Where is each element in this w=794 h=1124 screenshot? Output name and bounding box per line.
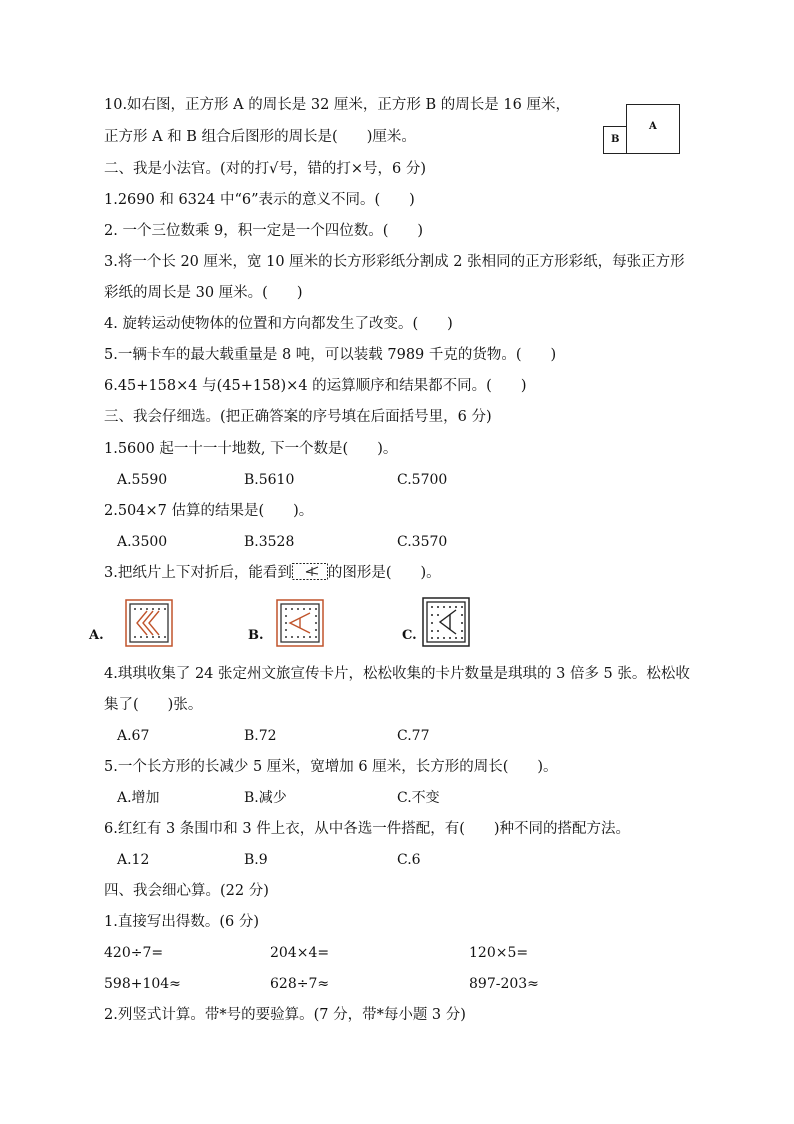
s3-q1-option-c: C.5700	[397, 472, 448, 488]
s3-q4-line1: 4.琪琪收集了 24 张定州文旅宣传卡片，松松收集的卡片数量是琪琪的 3 倍多 5 张。松松收	[104, 666, 690, 682]
square-a	[626, 104, 680, 154]
s3-q2-option-b: B.3528	[244, 534, 295, 550]
s3-q1-option-b: B.5610	[244, 472, 295, 488]
s3-q1: 1.5600 起一十一十地数, 下一个数是( )。	[104, 441, 398, 457]
square-a-label: A	[649, 121, 657, 132]
folded-paper-figure	[292, 563, 328, 580]
s3-q5-option-c: C.不变	[397, 790, 440, 806]
calc-4: 598+104≈	[104, 976, 181, 992]
calc-3: 120×5=	[469, 945, 529, 961]
s3-q2-option-c: C.3570	[397, 534, 448, 550]
s2-item-3-cont: 彩纸的周长是 30 厘米。( )	[104, 285, 303, 301]
s3-q6-option-a: A.12	[117, 852, 150, 868]
s3-q6: 6.红红有 3 条围巾和 3 件上衣，从中各选一件搭配，有( )种不同的搭配方法。	[104, 821, 631, 837]
calc-5: 628÷7≈	[270, 976, 330, 992]
option-b-figure[interactable]	[276, 599, 324, 651]
square-b-label: B	[611, 134, 620, 145]
s3-q5: 5.一个长方形的长减少 5 厘米，宽增加 6 厘米，长方形的周长( )。	[104, 759, 558, 775]
section3-title: 三、我会仔细选。(把正确答案的序号填在后面括号里，6 分)	[104, 409, 492, 425]
s3-q3-option-a[interactable]: A.	[89, 628, 104, 643]
calc-6: 897-203≈	[469, 976, 539, 992]
s3-q6-option-b: B.9	[244, 852, 268, 868]
calc-1: 420÷7=	[104, 945, 164, 961]
s4-sub2: 2.列竖式计算。带*号的要验算。(7 分，带*每小题 3 分)	[104, 1007, 466, 1023]
s3-q4-option-b: B.72	[244, 728, 277, 744]
s3-q1-option-a: A.5590	[117, 472, 168, 488]
s2-item-3: 3.将一个长 20 厘米，宽 10 厘米的长方形彩纸分割成 2 张相同的正方形彩纸，每张正方形	[104, 254, 685, 270]
s3-q3-option-b[interactable]: B.	[248, 628, 264, 643]
s3-q4-option-a: A.67	[117, 728, 150, 744]
s3-q2: 2.504×7 估算的结果是( )。	[104, 503, 314, 519]
section4-title: 四、我会细心算。(22 分)	[104, 883, 269, 899]
q10-line1: 10.如右图，正方形 A 的周长是 32 厘米，正方形 B 的周长是 16 厘米，	[104, 97, 570, 113]
s3-q3-text-before: 3.把纸片上下对折后，能看到	[104, 565, 292, 581]
option-a-figure[interactable]	[125, 599, 173, 651]
q10-line2: 正方形 A 和 B 组合后图形的周长是( )厘米。	[104, 129, 416, 145]
s2-item-4: 4. 旋转运动使物体的位置和方向都发生了改变。( )	[104, 316, 453, 332]
s3-q5-option-b: B.减少	[244, 790, 287, 806]
s3-q3-text-after: 的图形是( )。	[327, 565, 441, 581]
section2-title: 二、我是小法官。(对的打√号，错的打×号，6 分)	[104, 161, 427, 177]
s3-q3	[104, 563, 441, 583]
square-b	[603, 126, 627, 154]
s3-q4-option-c: C.77	[397, 728, 430, 744]
s4-sub1: 1.直接写出得数。(6 分)	[104, 914, 259, 930]
option-c-figure[interactable]	[422, 597, 470, 651]
q10-figure	[603, 104, 683, 154]
calc-2: 204×4=	[270, 945, 330, 961]
s2-item-6: 6.45+158×4 与(45+158)×4 的运算顺序和结果都不同。( )	[104, 378, 527, 394]
s3-q4-line2: 集了( )张。	[104, 697, 203, 713]
s3-q5-option-a: A.增加	[117, 790, 160, 806]
s2-item-5: 5.一辆卡车的最大载重量是 8 吨，可以装载 7989 千克的货物。( )	[104, 347, 557, 363]
s3-q2-option-a: A.3500	[117, 534, 168, 550]
s3-q3-option-c[interactable]: C.	[402, 628, 417, 643]
s3-q6-option-c: C.6	[397, 852, 421, 868]
s2-item-2: 2. 一个三位数乘 9，积一定是一个四位数。( )	[104, 223, 424, 239]
s2-item-1: 1.2690 和 6324 中“6”表示的意义不同。( )	[104, 192, 415, 208]
